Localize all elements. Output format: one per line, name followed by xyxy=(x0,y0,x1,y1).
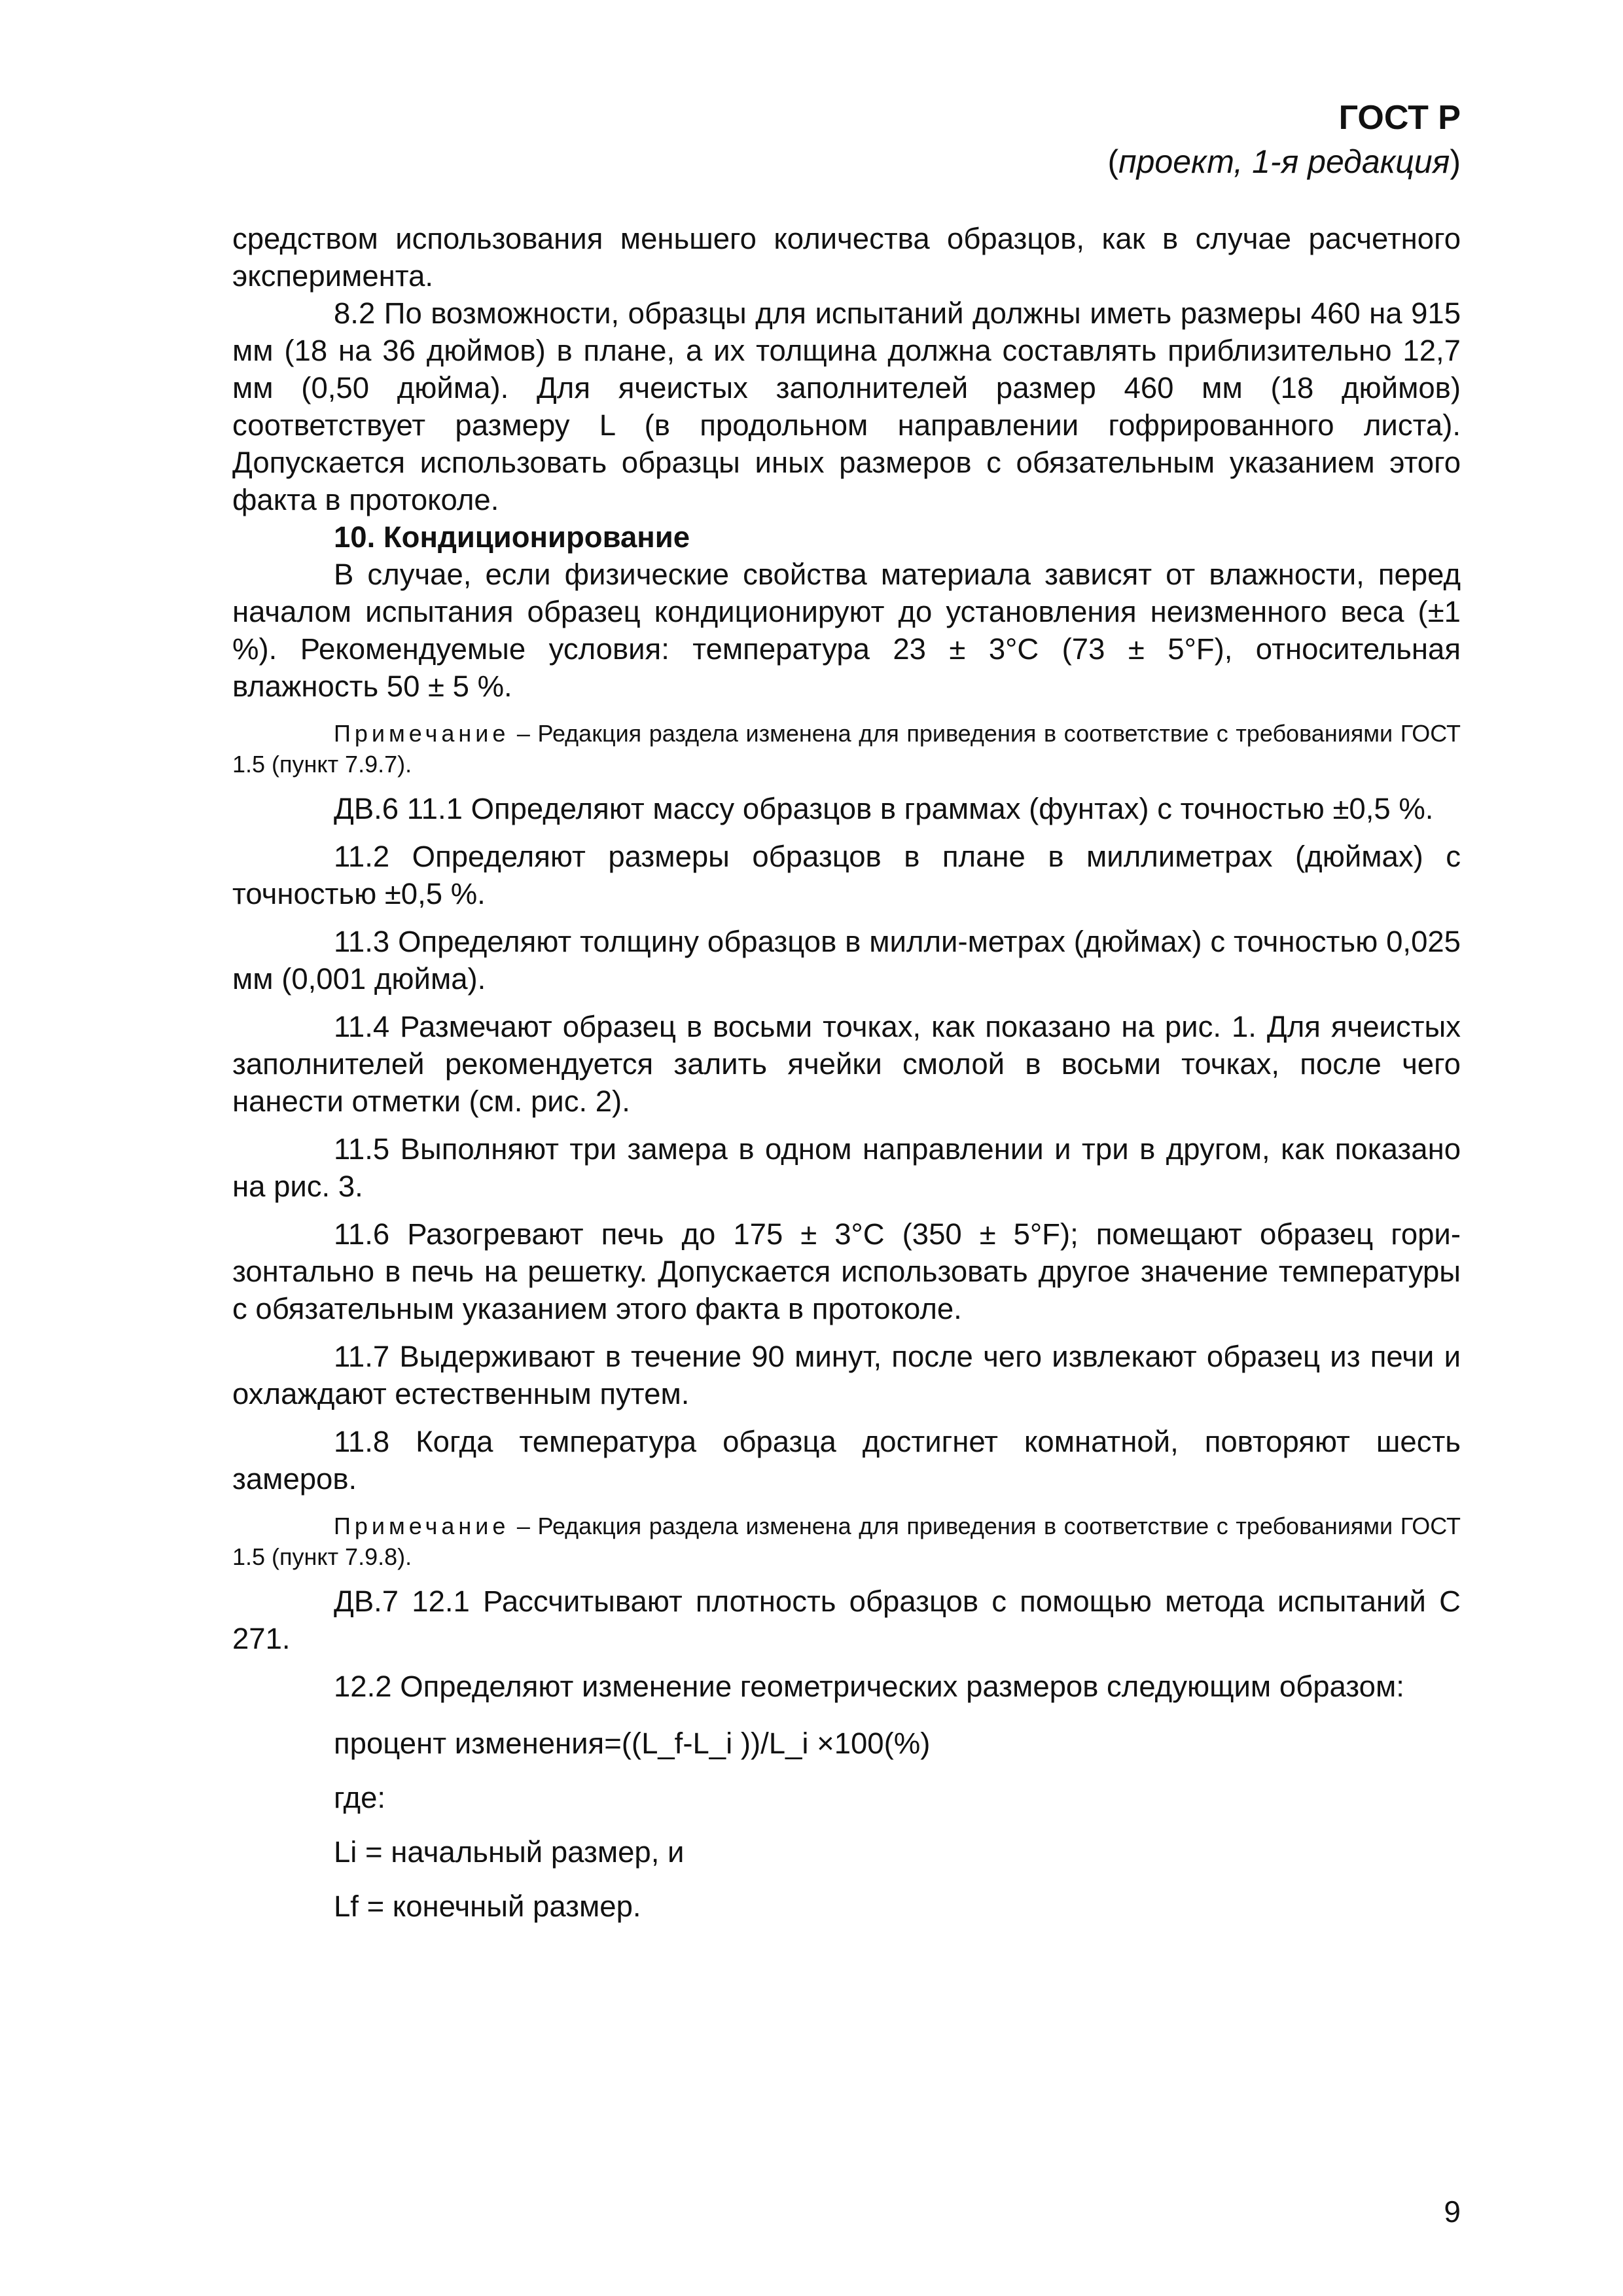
paragraph-12-1: ДВ.7 12.1 Рассчитывают плотность образцов с помощью метода испытаний С 271. xyxy=(232,1585,1461,1655)
subtitle-close-paren: ) xyxy=(1450,143,1461,180)
paragraph-11-5: 11.5 Выполняют три замера в одном направлении и три в другом, как показано на рис. 3. xyxy=(232,1132,1461,1203)
paragraph-8-2: 8.2 По возможности, образцы для испытаний должны иметь размеры 460 на 915 мм (18 на 36 дюймов) в плане, а их толщина должна составлять приблизительно 12,7 мм (0,50 дюйма). Для ячеистых заполнителей размер 460 мм (18 дюймов) соответствует размеру L (в продольном направлении гофрированного листа). Допускается использовать образцы иных размеров с обязательным указанием этого факта в протоколе. xyxy=(232,296,1461,516)
note-1-label: Примечание xyxy=(334,720,510,747)
definition-lf: Lf = конечный размер. xyxy=(334,1890,641,1923)
formula-line: процент изменения=((L_f-L_i ))/L_i ×100(%) xyxy=(334,1727,931,1760)
note-2-text: – Редакция раздела изменена для приведения в соответствие с требованиями ГОСТ 1.5 (пункт 7.9.8). xyxy=(232,1513,1461,1570)
standard-title: ГОСТ Р xyxy=(1338,99,1461,137)
subtitle-open-paren: ( xyxy=(1107,143,1119,180)
note-2 xyxy=(232,1511,1461,1572)
document-body xyxy=(232,220,1461,1925)
formula-where: где: xyxy=(334,1781,386,1814)
paragraph-11-3: 11.3 Определяют толщину образцов в милли-метрах (дюймах) с точностью 0,025 мм (0,001 дюйма). xyxy=(232,925,1461,996)
paragraph-11-8: 11.8 Когда температура образца достигнет комнатной, повторяют шесть замеров. xyxy=(232,1425,1461,1496)
paragraph-11-1: ДВ.6 11.1 Определяют массу образцов в граммах (фунтах) с точностью ±0,5 %. xyxy=(334,792,1434,825)
paragraph-11-6: 11.6 Разогревают печь до 175 ± 3°С (350 ± 5°F); помещают образец горизонтально в печь на решетку. Допускается использовать другое значение температуры с обязательным указанием этого факта в протоколе. xyxy=(232,1217,1461,1325)
subtitle-italic-text: проект, 1-я редакция xyxy=(1118,143,1450,180)
paragraph-11-2: 11.2 Определяют размеры образцов в плане в миллиметрах (дюймах) с точностью ±0,5 %. xyxy=(232,840,1461,910)
note-1-text: – Редакция раздела изменена для приведения в соответствие с требованиями ГОСТ 1.5 (пункт 7.9.7). xyxy=(232,720,1461,778)
paragraph-11-4: 11.4 Размечают образец в восьми точках, как показано на рис. 1. Для ячеистых заполнителей рекомендуется залить ячейки смолой в восьми точках, после чего нанести отметки (см. рис. 2). xyxy=(232,1010,1461,1118)
definition-li: Li = начальный размер, и xyxy=(334,1835,685,1869)
page-number: 9 xyxy=(1444,2195,1461,2229)
paragraph-10: В случае, если физические свойства материала зависят от влажности, перед началом испытания образец кондиционируют до установления неизменного веса (±1 %). Рекомендуемые условия: температура 23 ± 3°С (73 ± 5°F), относительная влажность 50 ± 5 %. xyxy=(232,558,1461,703)
section-heading-10: 10. Кондиционирование xyxy=(334,520,690,554)
paragraph-11-7: 11.7 Выдерживают в течение 90 минут, после чего извлекают образец из печи и охлаждают естественным путем. xyxy=(232,1340,1461,1410)
edition-subtitle xyxy=(1107,143,1461,181)
note-1 xyxy=(232,718,1461,780)
paragraph-12-2: 12.2 Определяют изменение геометрических размеров следующим образом: xyxy=(334,1670,1404,1703)
paragraph-continued: средством использования меньшего количества образцов, как в случае расчетного эксперимента. xyxy=(232,222,1461,293)
note-2-label: Примечание xyxy=(334,1513,510,1539)
